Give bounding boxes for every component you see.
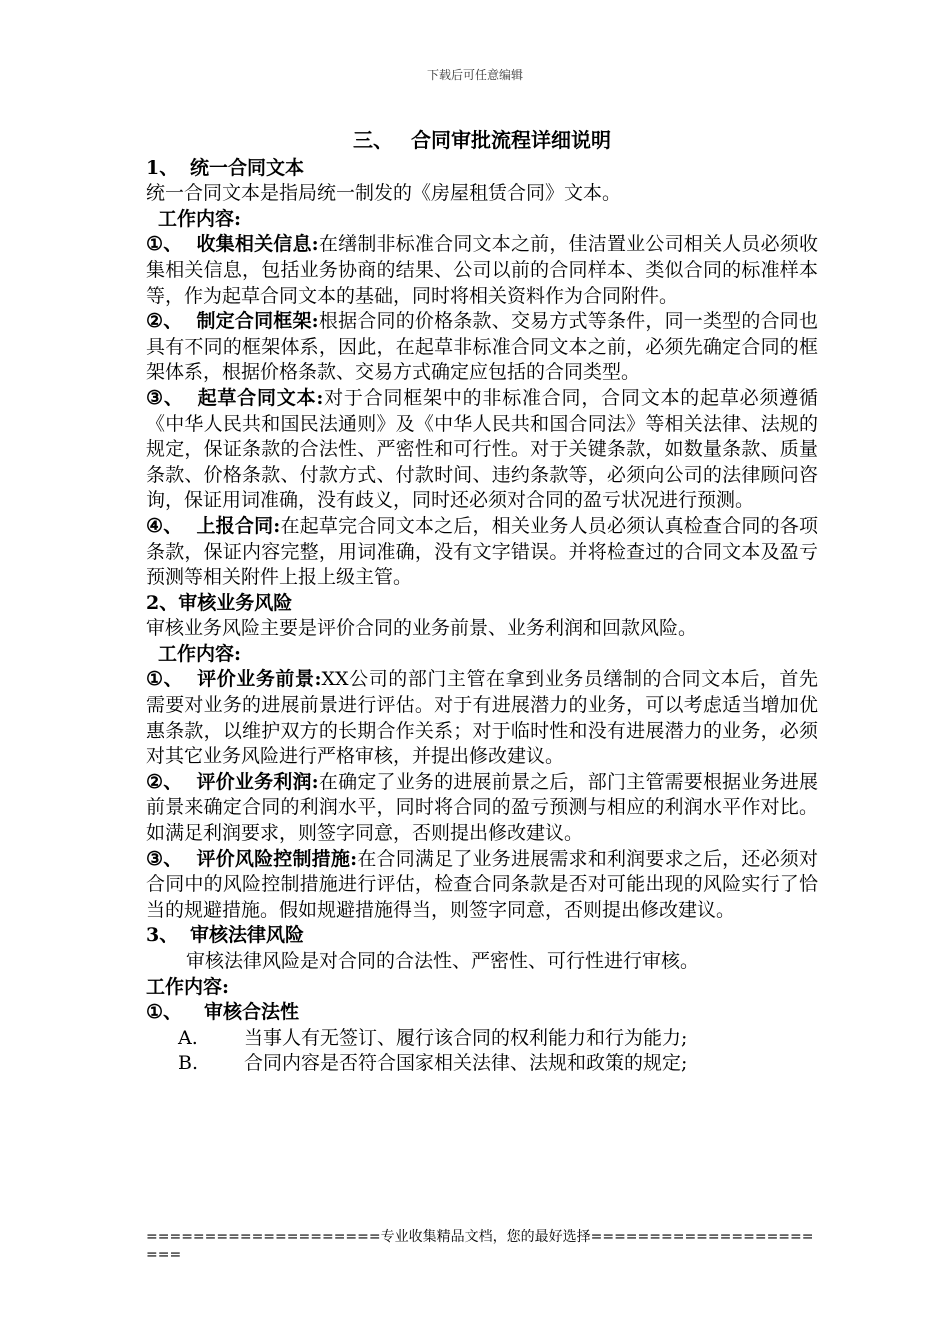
item-text: 根据合同的价格条款、交易方式等条件，同一类型的合同也具有不同的框架体系，因此，在起草非标准合同文本之前，必须先确定合同的框架体系，根据价格条款、交易方式确定应包括的合同类型。 xyxy=(146,310,818,384)
item-marker: ②、 xyxy=(146,770,183,793)
section-3-intro: 审核法律风险是对合同的合法性、严密性、可行性进行审核。 xyxy=(186,950,700,972)
item-lead: 收集相关信息: xyxy=(196,233,319,256)
item-text: XX公司的部门主管在拿到业务员缮制的合同文本后，首先需要对业务的进展前景进行评估。对于有进展潜力的业务，可以考虑适当增加优惠条款，以维护双方的长期合作关系；对于临时性和没有进展潜力的业务，必须对其它业务风险进行严格审核，并提出修改建议。 xyxy=(146,668,818,768)
section-1-item-2 xyxy=(146,309,818,386)
item-lead: 起草合同文本: xyxy=(197,386,324,409)
section-3-subheading xyxy=(146,1000,818,1026)
subheading-marker: ①、 xyxy=(146,1001,183,1024)
section-3-number: 3、 xyxy=(146,924,179,947)
subheading-text: 审核合法性 xyxy=(204,1001,300,1024)
page-title xyxy=(146,128,818,154)
list-item-b xyxy=(146,1051,818,1077)
list-text: 合同内容是否符合国家相关法律、法规和政策的规定; xyxy=(244,1052,688,1075)
section-3-title: 审核法律风险 xyxy=(190,924,305,947)
item-lead: 评价风险控制措施: xyxy=(196,847,358,870)
item-lead: 上报合同: xyxy=(196,514,281,537)
item-text: 在缮制非标准合同文本之前，佳洁置业公司相关人员必须收集相关信息，包括业务协商的结果、公司以前的合同样本、类似合同的标准样本等，作为起草合同文本的基础，同时将相关资料作为合同附件。 xyxy=(146,233,818,307)
list-letter: B. xyxy=(178,1052,199,1075)
title-text: 合同审批流程详细说明 xyxy=(411,128,611,152)
header-note: 下载后可任意编辑 xyxy=(426,68,523,82)
section-1-number: 1、 xyxy=(146,156,179,179)
item-marker: ②、 xyxy=(146,310,183,333)
section-1-work-label: 工作内容: xyxy=(158,207,242,230)
footer-banner: ====================专业收集精品文档，您的最好选择====================== xyxy=(146,1229,814,1263)
item-text: 在确定了业务的进展前景之后，部门主管需要根据业务进展前景来确定合同的利润水平，同时将合同的盈亏预测与相应的利润水平作对比。如满足利润要求，则签字同意，否则提出修改建议。 xyxy=(146,770,818,845)
list-text: 当事人有无签订、履行该合同的权利能力和行为能力; xyxy=(244,1026,688,1049)
section-2-item-3 xyxy=(146,847,818,924)
title-number: 三、 xyxy=(353,128,393,152)
item-marker: ③、 xyxy=(146,386,184,409)
item-marker: ④、 xyxy=(146,514,183,537)
item-marker: ①、 xyxy=(146,668,184,691)
item-lead: 评价业务利润: xyxy=(196,770,319,793)
section-1-item-3 xyxy=(146,386,818,514)
section-2-item-1 xyxy=(146,667,818,769)
section-1-item-1 xyxy=(146,232,818,309)
item-lead: 评价业务前景: xyxy=(197,668,322,691)
section-2-intro: 审核业务风险主要是评价合同的业务前景、业务利润和回款风险。 xyxy=(146,617,698,640)
section-3-heading xyxy=(146,923,818,949)
list-letter: A. xyxy=(178,1026,198,1049)
item-lead: 制定合同框架: xyxy=(196,310,319,333)
section-2-heading: 2、审核业务风险 xyxy=(146,591,293,614)
document-body xyxy=(146,128,818,1077)
item-text: 在起草完合同文本之后，相关业务人员必须认真检查合同的各项条款，保证内容完整，用词准确，没有文字错误。并将检查过的合同文本及盈亏预测等相关附件上报上级主管。 xyxy=(146,514,818,589)
item-marker: ①、 xyxy=(146,233,183,256)
section-1-heading xyxy=(146,156,818,182)
item-text: 在合同满足了业务进展需求和利润要求之后，还必须对合同中的风险控制措施进行评估，检查合同条款是否对可能出现的风险实行了恰当的规避措施。假如规避措施得当，则签字同意，否则提出修改建议。 xyxy=(146,847,818,921)
section-1-title: 统一合同文本 xyxy=(190,156,305,179)
list-item-a xyxy=(146,1026,818,1052)
section-3-work-label: 工作内容: xyxy=(146,975,230,998)
section-1-intro: 统一合同文本是指局统一制发的《房屋租赁合同》文本。 xyxy=(146,182,622,205)
section-2-work-label: 工作内容: xyxy=(158,642,242,665)
section-1-item-4 xyxy=(146,514,818,591)
section-2-item-2 xyxy=(146,770,818,847)
item-marker: ③、 xyxy=(146,847,183,870)
item-text: 对于合同框架中的非标准合同，合同文本的起草必须遵循《中华人民共和国民法通则》及《中华人民共和国合同法》等相关法律、法规的规定，保证条款的合法性、严密性和可行性。对于关键条款，如数量条款、质量条款、价格条款、付款方式、付款时间、违约条款等，必须向公司的法律顾问咨询，保证用词准确，没有歧义，同时还必须对合同的盈亏状况进行预测。 xyxy=(146,386,818,512)
